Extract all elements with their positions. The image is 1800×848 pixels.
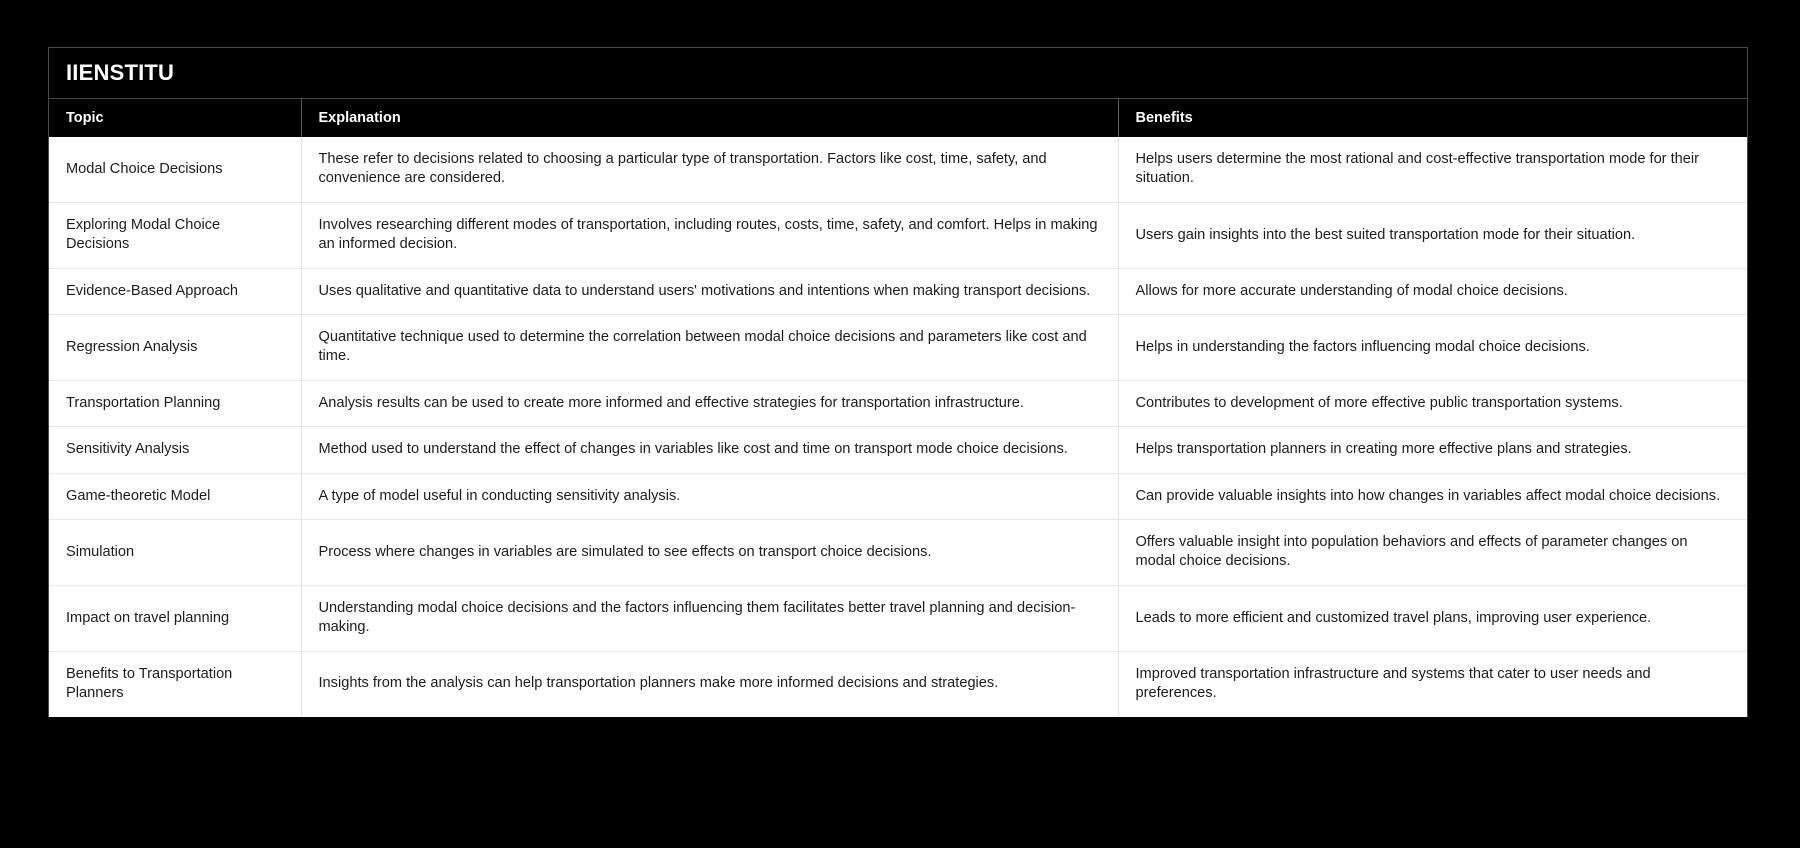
cell-benefits: Helps users determine the most rational and cost-effective transportation mode for their situation. — [1118, 137, 1747, 202]
cell-topic: Exploring Modal Choice Decisions — [49, 202, 301, 268]
cell-explanation: Analysis results can be used to create more informed and effective strategies for transportation infrastructure. — [301, 380, 1118, 426]
cell-topic: Simulation — [49, 520, 301, 586]
info-card — [48, 47, 1748, 717]
table-header-row — [49, 99, 1747, 137]
cell-explanation: A type of model useful in conducting sensitivity analysis. — [301, 473, 1118, 519]
cell-benefits: Helps in understanding the factors influencing modal choice decisions. — [1118, 315, 1747, 381]
column-header-topic[interactable]: Topic — [49, 99, 301, 137]
cell-explanation: Quantitative technique used to determine the correlation between modal choice decisions and parameters like cost and time. — [301, 315, 1118, 381]
cell-explanation: Understanding modal choice decisions and the factors influencing them facilitates better travel planning and decision-making. — [301, 585, 1118, 651]
table-row — [49, 202, 1747, 268]
cell-topic: Regression Analysis — [49, 315, 301, 381]
cell-explanation: These refer to decisions related to choosing a particular type of transportation. Factors like cost, time, safety, and convenience are considered. — [301, 137, 1118, 202]
table-row — [49, 137, 1747, 202]
cell-topic: Transportation Planning — [49, 380, 301, 426]
cell-topic: Benefits to Transportation Planners — [49, 651, 301, 716]
table-body — [49, 137, 1747, 717]
cell-benefits: Leads to more efficient and customized travel plans, improving user experience. — [1118, 585, 1747, 651]
table-row — [49, 427, 1747, 473]
column-header-benefits[interactable]: Benefits — [1118, 99, 1747, 137]
cell-benefits: Users gain insights into the best suited transportation mode for their situation. — [1118, 202, 1747, 268]
cell-topic: Modal Choice Decisions — [49, 137, 301, 202]
table-row — [49, 585, 1747, 651]
column-header-explanation[interactable]: Explanation — [301, 99, 1118, 137]
cell-explanation: Process where changes in variables are simulated to see effects on transport choice decisions. — [301, 520, 1118, 586]
modal-choice-table — [49, 99, 1747, 717]
cell-topic: Sensitivity Analysis — [49, 427, 301, 473]
cell-benefits: Offers valuable insight into population behaviors and effects of parameter changes on modal choice decisions. — [1118, 520, 1747, 586]
cell-topic: Evidence-Based Approach — [49, 268, 301, 314]
cell-topic: Game-theoretic Model — [49, 473, 301, 519]
table-row — [49, 473, 1747, 519]
cell-explanation: Method used to understand the effect of changes in variables like cost and time on transport mode choice decisions. — [301, 427, 1118, 473]
cell-benefits: Allows for more accurate understanding of modal choice decisions. — [1118, 268, 1747, 314]
table-row — [49, 380, 1747, 426]
table-row — [49, 651, 1747, 716]
table-header — [49, 99, 1747, 137]
cell-explanation: Insights from the analysis can help transportation planners make more informed decisions and strategies. — [301, 651, 1118, 716]
cell-benefits: Contributes to development of more effective public transportation systems. — [1118, 380, 1747, 426]
cell-benefits: Improved transportation infrastructure and systems that cater to user needs and preferences. — [1118, 651, 1747, 716]
cell-explanation: Involves researching different modes of transportation, including routes, costs, time, safety, and comfort. Helps in making an informed decision. — [301, 202, 1118, 268]
table-row — [49, 315, 1747, 381]
table-row — [49, 268, 1747, 314]
cell-topic: Impact on travel planning — [49, 585, 301, 651]
card-header — [49, 48, 1747, 99]
brand-title: IIENSTITU — [66, 60, 175, 85]
table-row — [49, 520, 1747, 586]
cell-benefits: Helps transportation planners in creating more effective plans and strategies. — [1118, 427, 1747, 473]
cell-explanation: Uses qualitative and quantitative data to understand users' motivations and intentions when making transport decisions. — [301, 268, 1118, 314]
cell-benefits: Can provide valuable insights into how changes in variables affect modal choice decisions. — [1118, 473, 1747, 519]
